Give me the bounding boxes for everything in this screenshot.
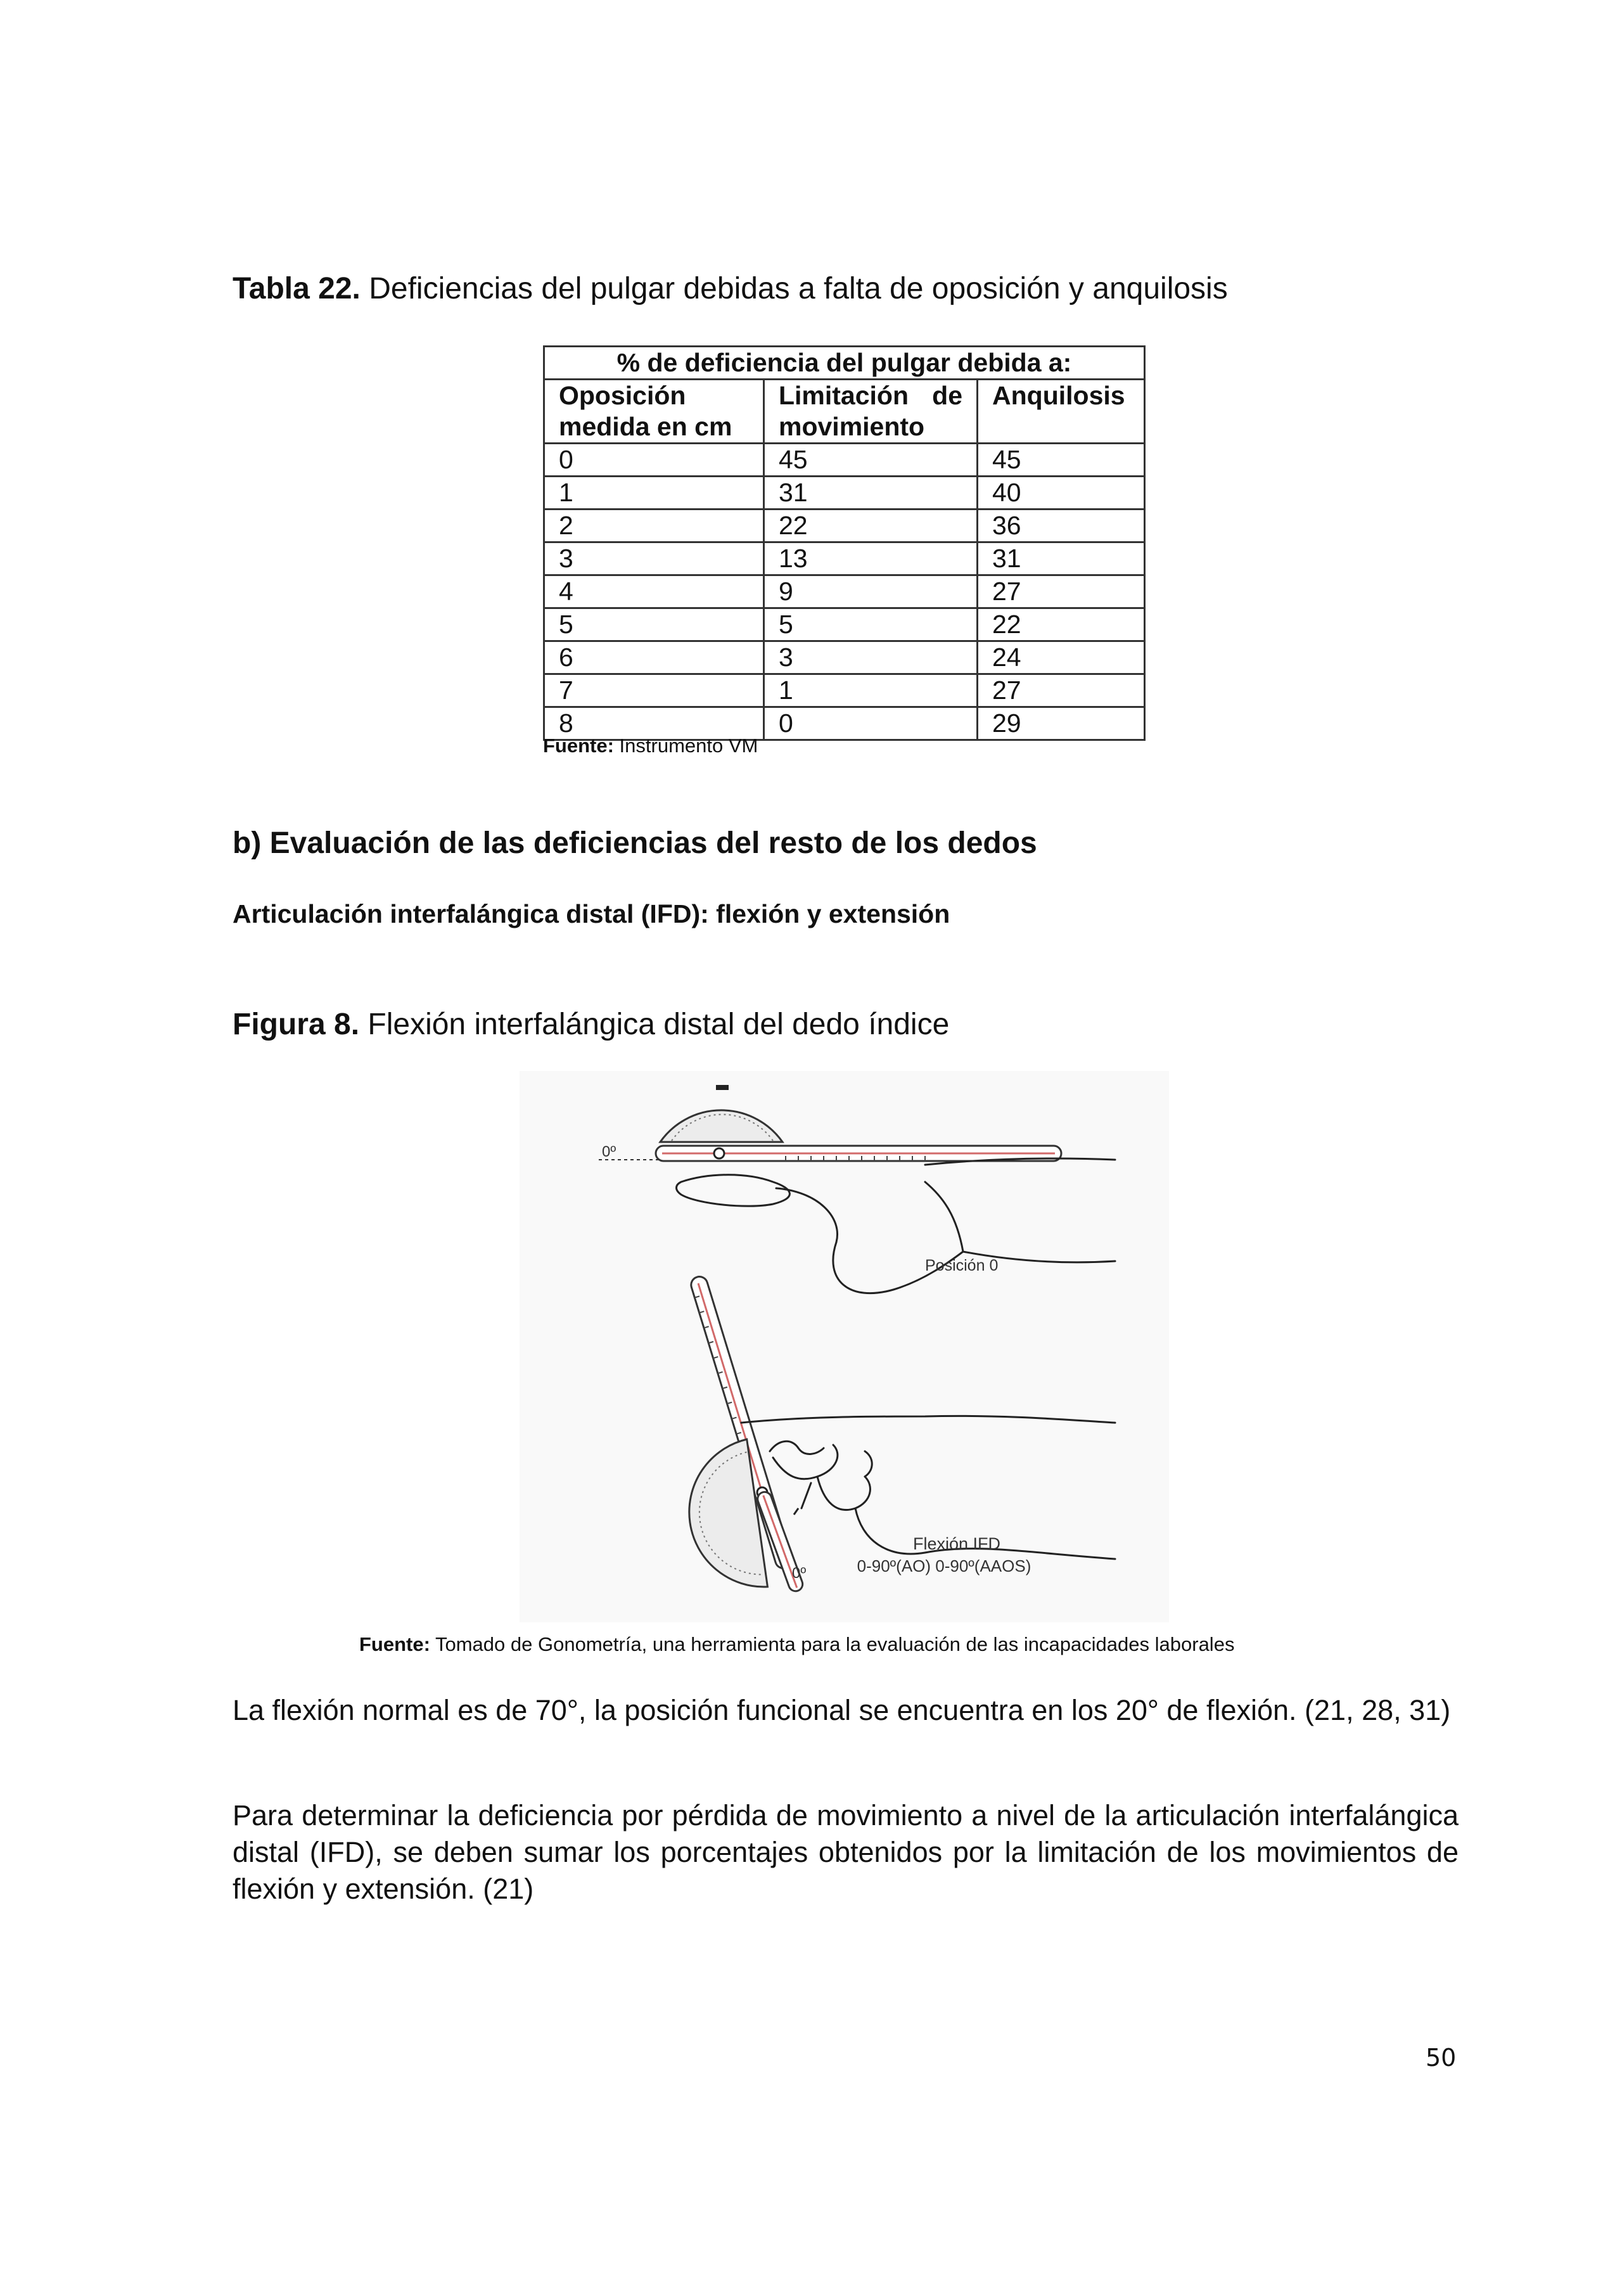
table-row bbox=[544, 641, 1145, 674]
cell-oposicion: 8 bbox=[544, 707, 764, 740]
table-span-header: % de deficiencia del pulgar debida a: bbox=[544, 347, 1145, 380]
table-row bbox=[544, 477, 1145, 510]
flexion-title-label: Flexión IFD bbox=[912, 1534, 1001, 1553]
cell-limitacion: 45 bbox=[764, 444, 978, 477]
cell-limitacion: 0 bbox=[764, 707, 978, 740]
section-heading: b) Evaluación de las deficiencias del resto de los dedos bbox=[233, 826, 1037, 860]
table-source bbox=[543, 734, 758, 758]
cell-anquilosis: 40 bbox=[978, 477, 1145, 510]
cell-oposicion: 4 bbox=[544, 575, 764, 608]
table-row bbox=[544, 444, 1145, 477]
table-row bbox=[544, 575, 1145, 608]
cell-limitacion: 5 bbox=[764, 608, 978, 641]
page-number: 50 bbox=[1426, 2044, 1457, 2072]
col-header-oposicion-line1: Oposición bbox=[559, 381, 686, 410]
cell-anquilosis: 22 bbox=[978, 608, 1145, 641]
figure-caption bbox=[233, 1006, 949, 1043]
cell-limitacion: 31 bbox=[764, 477, 978, 510]
paragraph-flexion-normal: La flexión normal es de 70°, la posición funcional se encuentra en los 20° de flexión. (21, 28, 31) bbox=[233, 1694, 1451, 1726]
table-caption-text: Deficiencias del pulgar debidas a falta de oposición y anquilosis bbox=[360, 272, 1228, 305]
col-header-oposicion bbox=[544, 380, 764, 444]
figure-source bbox=[359, 1632, 1234, 1657]
table-source-text: Instrumento VM bbox=[613, 734, 758, 757]
cell-oposicion: 0 bbox=[544, 444, 764, 477]
zero-label-bottom: 0º bbox=[792, 1565, 807, 1582]
figure-caption-text: Flexión interfalángica distal del dedo índice bbox=[359, 1008, 950, 1041]
thumb-deficiency-table bbox=[543, 345, 1146, 741]
table-row bbox=[544, 510, 1145, 542]
paragraph-determinar: Para determinar la deficiencia por pérdida de movimiento a nivel de la articulación interfalángica distal (IFD), se deben sumar los porcentajes obtenidos por la limitación de los movimientos de flexión y extensión. (21) bbox=[233, 1799, 1459, 1905]
figure-source-text: Tomado de Gonometría, una herramienta para la evaluación de las incapacidades laborales bbox=[430, 1633, 1235, 1655]
cell-anquilosis: 45 bbox=[978, 444, 1145, 477]
table-row bbox=[544, 674, 1145, 707]
col-header-limitacion bbox=[764, 380, 978, 444]
cell-oposicion: 3 bbox=[544, 542, 764, 575]
cell-limitacion: 3 bbox=[764, 641, 978, 674]
cell-anquilosis: 36 bbox=[978, 510, 1145, 542]
zero-label-top: 0º bbox=[602, 1143, 616, 1160]
cell-limitacion: 22 bbox=[764, 510, 978, 542]
table-body bbox=[544, 444, 1145, 740]
cell-anquilosis: 29 bbox=[978, 707, 1145, 740]
table-span-header-row bbox=[544, 347, 1145, 380]
cell-anquilosis: 27 bbox=[978, 575, 1145, 608]
col-header-limitacion-line2: movimiento bbox=[779, 412, 925, 441]
table-caption bbox=[233, 271, 1228, 307]
table-row bbox=[544, 608, 1145, 641]
table-caption-label: Tabla 22. bbox=[233, 272, 361, 305]
table-header-row bbox=[544, 380, 1145, 444]
cell-anquilosis: 31 bbox=[978, 542, 1145, 575]
cell-limitacion: 9 bbox=[764, 575, 978, 608]
table-row bbox=[544, 542, 1145, 575]
col-header-limitacion-line1: Limitación de bbox=[779, 381, 962, 410]
col-header-oposicion-line2: medida en cm bbox=[559, 412, 732, 441]
posicion-label: Posición 0 bbox=[925, 1257, 999, 1274]
goniometer-figure bbox=[520, 1071, 1169, 1622]
table-source-label: Fuente: bbox=[543, 734, 614, 757]
cell-anquilosis: 24 bbox=[978, 641, 1145, 674]
cell-oposicion: 6 bbox=[544, 641, 764, 674]
figure-caption-label: Figura 8. bbox=[233, 1008, 360, 1041]
figure-source-label: Fuente: bbox=[359, 1633, 430, 1655]
cell-limitacion: 1 bbox=[764, 674, 978, 707]
cell-oposicion: 7 bbox=[544, 674, 764, 707]
col-header-anquilosis: Anquilosis bbox=[978, 380, 1145, 444]
cell-oposicion: 2 bbox=[544, 510, 764, 542]
cell-anquilosis: 27 bbox=[978, 674, 1145, 707]
section-subheading: Articulación interfalángica distal (IFD): flexión y extensión bbox=[233, 899, 950, 928]
cell-oposicion: 5 bbox=[544, 608, 764, 641]
cell-oposicion: 1 bbox=[544, 477, 764, 510]
cell-limitacion: 13 bbox=[764, 542, 978, 575]
flexion-range-label: 0-90º(AO) 0-90º(AAOS) bbox=[857, 1556, 1031, 1575]
